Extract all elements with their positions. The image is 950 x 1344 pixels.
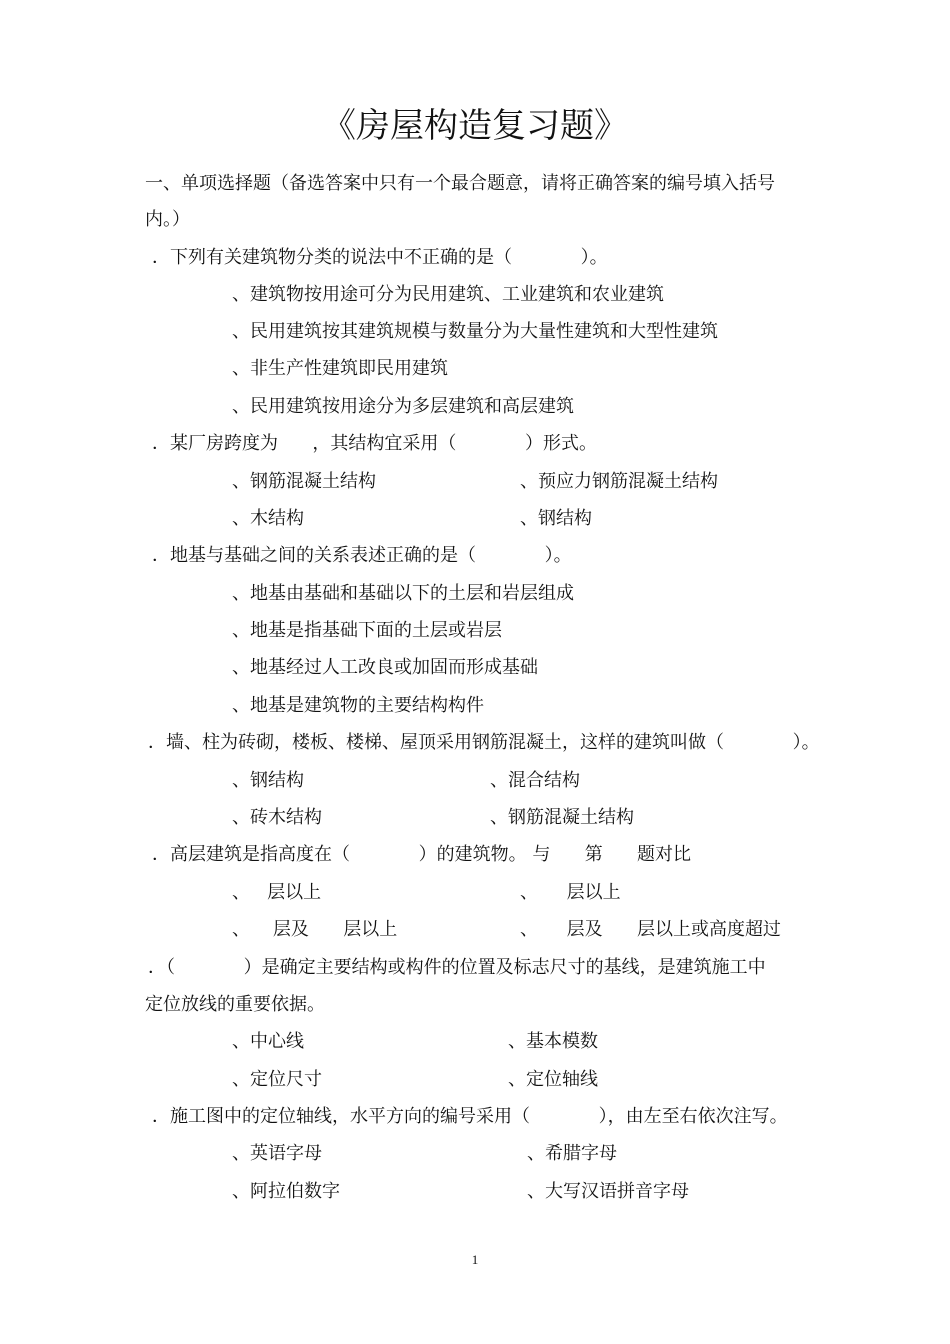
question-5-option-c: 、 层及 层以上 xyxy=(232,919,398,940)
question-6-option-d: 、定位轴线 xyxy=(508,1069,598,1090)
question-6-option-a: 、中心线 xyxy=(232,1031,304,1052)
question-4-option-b: 、混合结构 xyxy=(490,770,580,791)
question-4-stem: ．墙、柱为砖砌，楼板、楼梯、屋顶采用钢筋混凝土，这样的建筑叫做（ ）。 xyxy=(148,732,820,753)
question-5-option-a: 、 层以上 xyxy=(232,882,322,903)
question-6-stem-line-1: ．（ ）是确定主要结构或构件的位置及标志尺寸的基线，是建筑施工中 xyxy=(148,957,766,978)
question-5-stem: ．高层建筑是指高度在（ ）的建筑物。 与 第 题对比 xyxy=(152,844,692,865)
question-6-option-c: 、定位尺寸 xyxy=(232,1069,322,1090)
question-4-option-d: 、钢筋混凝土结构 xyxy=(490,807,634,828)
question-3-option-c: 、地基经过人工改良或加固而形成基础 xyxy=(232,657,538,678)
question-3-option-a: 、地基由基础和基础以下的土层和岩层组成 xyxy=(232,583,574,604)
question-1-stem: ．下列有关建筑物分类的说法中不正确的是（ ）。 xyxy=(152,247,608,268)
question-1-option-b: 、民用建筑按其建筑规模与数量分为大量性建筑和大型性建筑 xyxy=(232,321,718,342)
question-5-option-d: 、 层及 层以上或高度超过 xyxy=(520,919,781,940)
question-2-option-d: 、钢结构 xyxy=(520,508,592,529)
question-7-stem: ．施工图中的定位轴线，水平方向的编号采用（ ），由左至右依次注写。 xyxy=(152,1106,788,1127)
question-2-option-b: 、预应力钢筋混凝土结构 xyxy=(520,471,718,492)
question-6-stem-line-2: 定位放线的重要依据。 xyxy=(145,994,325,1015)
question-1-option-a: 、建筑物按用途可分为民用建筑、工业建筑和农业建筑 xyxy=(232,284,664,305)
question-1-option-c: 、非生产性建筑即民用建筑 xyxy=(232,358,448,379)
question-3-option-d: 、地基是建筑物的主要结构构件 xyxy=(232,695,484,716)
question-7-option-d: 、大写汉语拼音字母 xyxy=(527,1181,689,1202)
question-7-option-b: 、希腊字母 xyxy=(527,1143,617,1164)
question-2-stem: ．某厂房跨度为 ，其结构宜采用（ ）形式。 xyxy=(152,433,597,454)
question-2-option-c: 、木结构 xyxy=(232,508,304,529)
question-7-option-c: 、阿拉伯数字 xyxy=(232,1181,340,1202)
section-heading-line-1: 一、单项选择题（备选答案中只有一个最合题意，请将正确答案的编号填入括号 xyxy=(145,173,775,194)
question-3-stem: ．地基与基础之间的关系表述正确的是（ ）。 xyxy=(152,545,572,566)
question-2-option-a: 、钢筋混凝土结构 xyxy=(232,471,376,492)
question-4-option-a: 、钢结构 xyxy=(232,770,304,791)
question-3-option-b: 、地基是指基础下面的土层或岩层 xyxy=(232,620,502,641)
question-7-option-a: 、英语字母 xyxy=(232,1143,322,1164)
question-6-option-b: 、基本模数 xyxy=(508,1031,598,1052)
question-1-option-d: 、民用建筑按用途分为多层建筑和高层建筑 xyxy=(232,396,574,417)
question-5-option-b: 、 层以上 xyxy=(520,882,621,903)
page-title: 《房屋构造复习题》 xyxy=(322,106,628,146)
question-4-option-c: 、砖木结构 xyxy=(232,807,322,828)
page-number: 1 xyxy=(471,1252,479,1267)
section-heading-line-2: 内。） xyxy=(145,209,190,230)
